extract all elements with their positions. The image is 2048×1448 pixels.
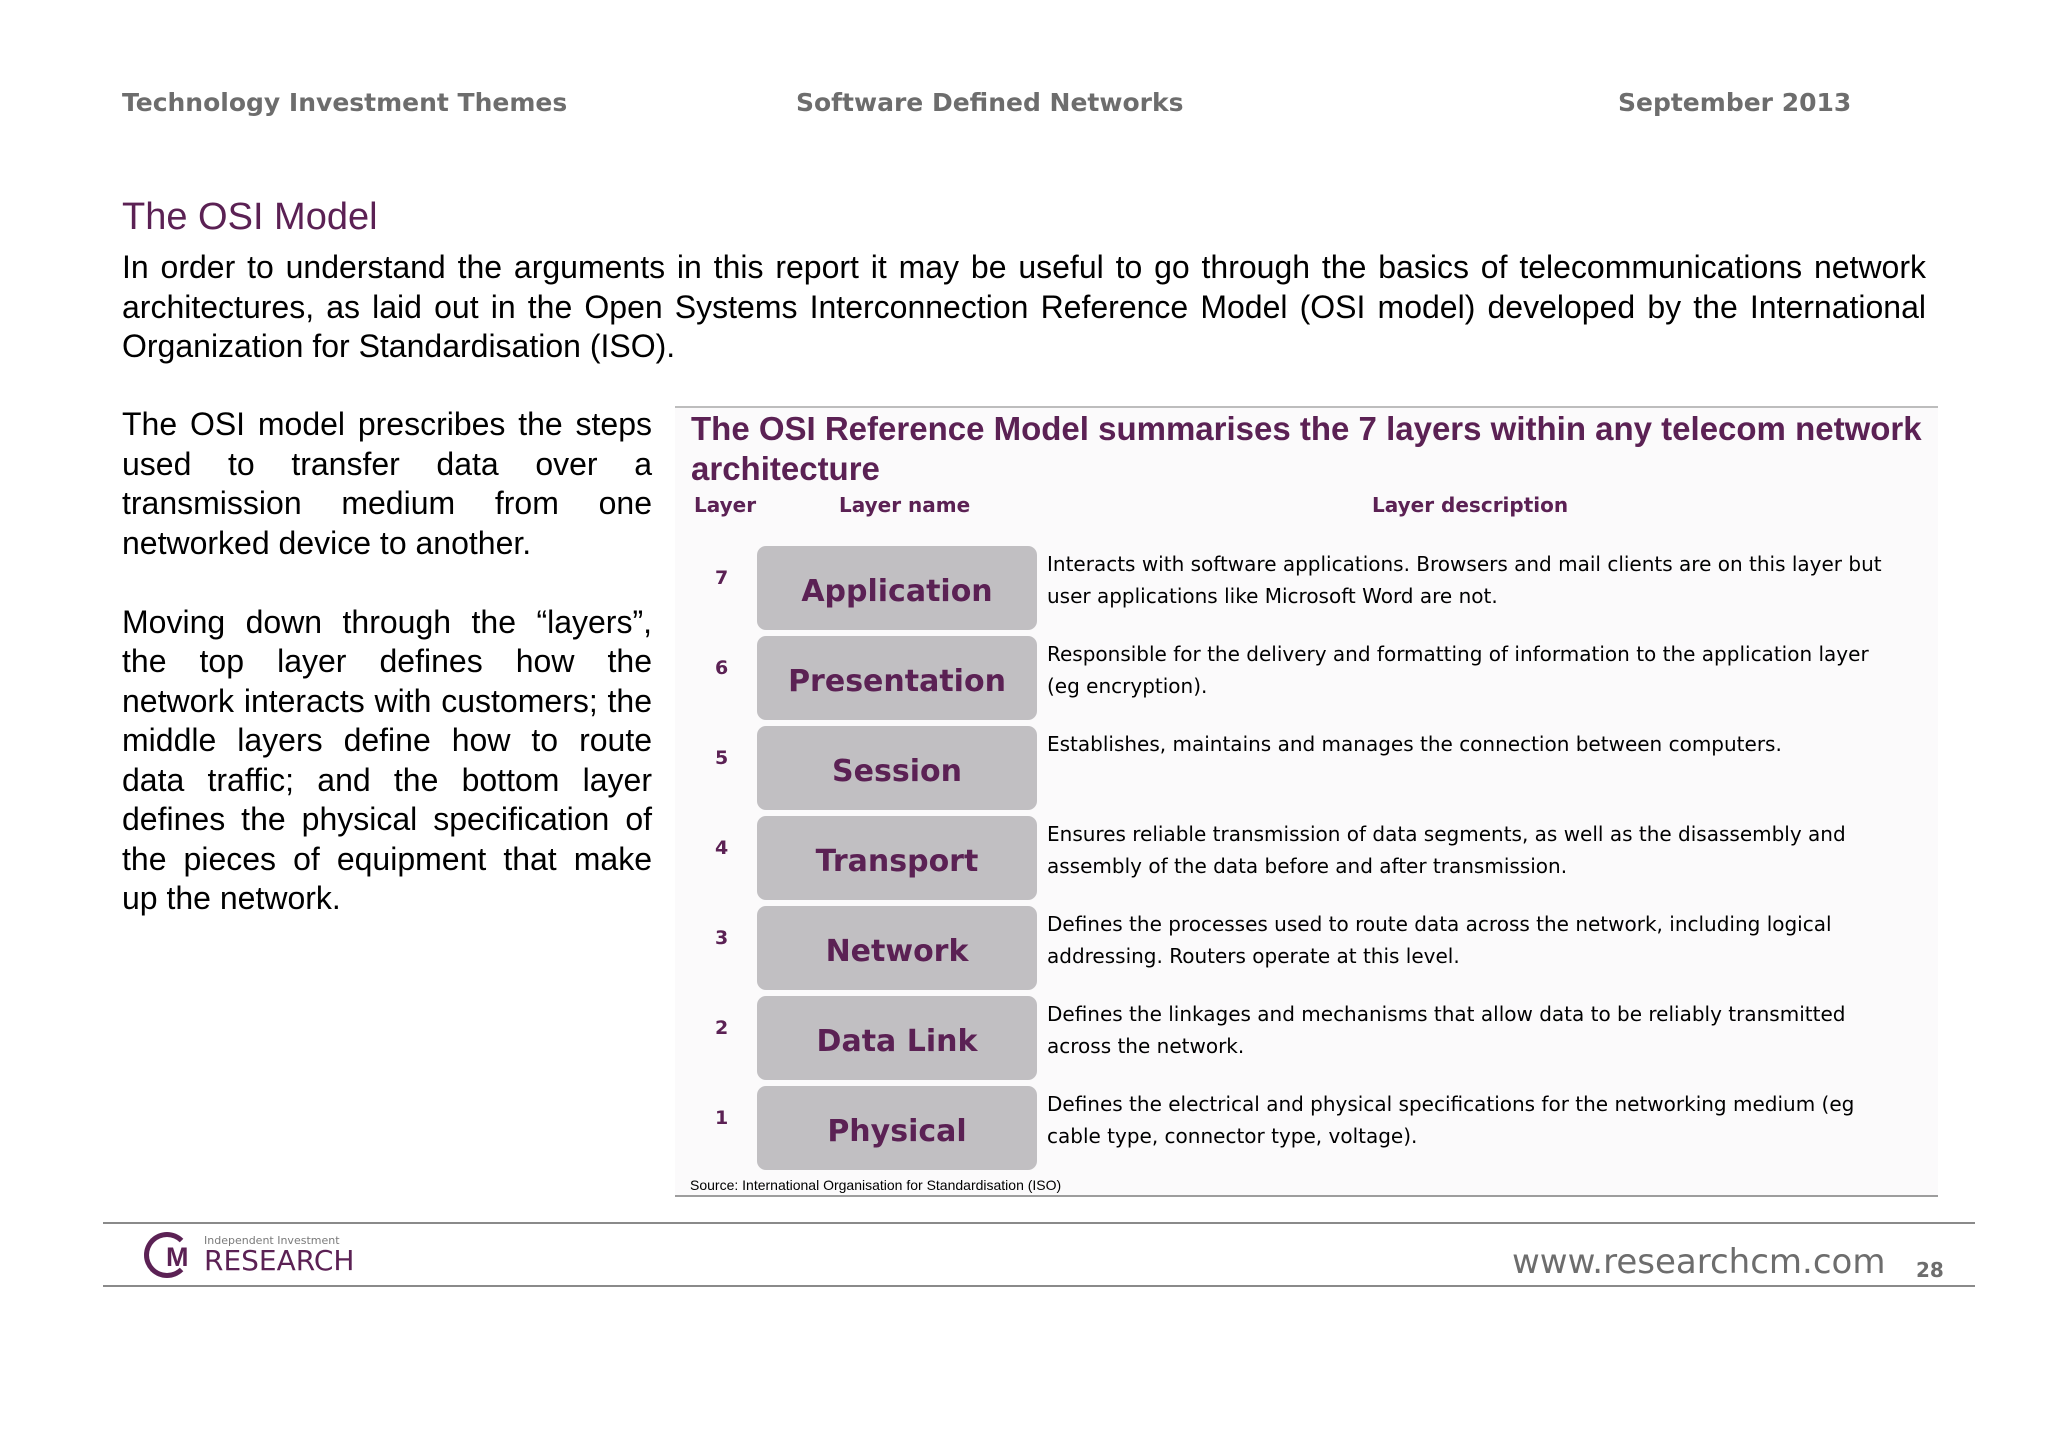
layer-description: Establishes, maintains and manages the connection between computers. [1047, 732, 1782, 756]
layer-name-box [757, 816, 1037, 900]
layer-name: Physical [827, 1113, 967, 1149]
left-column [122, 405, 652, 919]
logo-m-mark: M [166, 1242, 189, 1272]
layer-name-box [757, 726, 1037, 810]
layer-description: Defines the linkages and mechanisms that allow data to be reliably transmitted across the network. [1047, 1002, 1846, 1058]
left-paragraph-2: Moving down through the “layers”, the top layer defines how the network interacts with customers; the middle layers define how to route data traffic; and the bottom layer defines the physical specification of the pieces of equipment that make up the network. [122, 603, 652, 916]
layer-list [675, 546, 1938, 1176]
layer-name-box [757, 546, 1037, 630]
layer-row [675, 996, 1938, 1086]
page-number: 28 [1916, 1258, 1944, 1282]
layer-name-box [757, 1086, 1037, 1170]
layer-row [675, 726, 1938, 816]
figure-bottom-rule [675, 1195, 1938, 1197]
header-report-series: Technology Investment Themes [122, 88, 568, 117]
layer-row [675, 1086, 1938, 1176]
layer-row [675, 546, 1938, 636]
intro-paragraph: In order to understand the arguments in this report it may be useful to go through the basics of telecommunications network architectures, as laid out in the Open Systems Interconnection Reference Model (OSI model) developed by the International Organization for Standardisation (ISO). [122, 249, 1926, 364]
layer-description: Ensures reliable transmission of data segments, as well as the disassembly and assembly of the data before and after transmission. [1047, 822, 1846, 878]
footer-website-link[interactable]: www.researchcm.com [1512, 1242, 1886, 1282]
layer-number: 3 [715, 927, 729, 949]
header-report-title: Software Defined Networks [796, 88, 1184, 117]
left-paragraph-1: The OSI model prescribes the steps used to transfer data over a transmission medium from one networked device to another. [122, 406, 652, 561]
layer-row [675, 816, 1938, 906]
column-header-layer-description: Layer description [1372, 493, 1569, 517]
layer-number: 7 [715, 567, 729, 589]
layer-description: Defines the electrical and physical specifications for the networking medium (eg cable type, connector type, voltage). [1047, 1092, 1855, 1148]
layer-description: Responsible for the delivery and formatting of information to the application layer (eg encryption). [1047, 642, 1869, 698]
layer-name: Network [825, 933, 969, 969]
layer-number: 6 [715, 657, 729, 679]
figure-source-note: Source: International Organisation for Standardisation (ISO) [690, 1177, 1062, 1193]
layer-number: 2 [715, 1017, 729, 1039]
header-date: September 2013 [1618, 88, 1852, 117]
footer-bottom-rule [103, 1285, 1975, 1287]
layer-name: Presentation [788, 663, 1006, 699]
layer-description: Defines the processes used to route data across the network, including logical addressing. Routers operate at this level. [1047, 912, 1832, 968]
column-header-layer: Layer [694, 493, 757, 517]
layer-name: Transport [815, 843, 979, 879]
figure-title: The OSI Reference Model summarises the 7 layers within any telecom network architecture [691, 410, 1922, 487]
layer-name: Data Link [816, 1023, 978, 1059]
layer-name: Application [801, 573, 993, 609]
layer-description: Interacts with software applications. Browsers and mail clients are on this layer but user applications like Microsoft Word are not. [1047, 552, 1882, 608]
logo-wordmark: RESEARCH [204, 1244, 355, 1277]
layer-name-box [757, 996, 1037, 1080]
figure-top-rule [675, 406, 1938, 408]
column-header-layer-name: Layer name [839, 493, 971, 517]
layer-name-box [757, 906, 1037, 990]
footer-top-rule [103, 1222, 1975, 1224]
section-title: The OSI Model [122, 196, 378, 238]
company-logo [144, 1232, 384, 1284]
layer-row [675, 636, 1938, 726]
layer-number: 5 [715, 747, 729, 769]
layer-name: Session [832, 753, 962, 789]
layer-number: 4 [715, 837, 729, 859]
layer-name-box [757, 636, 1037, 720]
layer-number: 1 [715, 1107, 729, 1129]
logo-tagline: Independent Investment [204, 1234, 340, 1247]
layer-row [675, 906, 1938, 996]
